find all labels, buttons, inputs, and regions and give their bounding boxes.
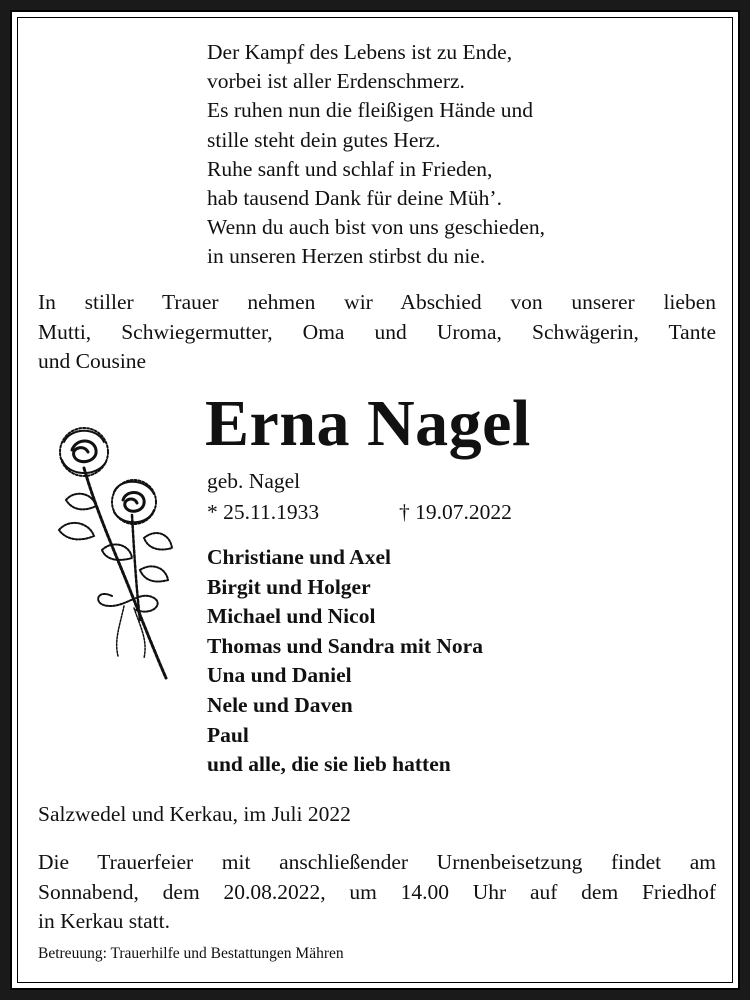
poem-line: vorbei ist aller Erdenschmerz. [207,69,465,94]
mourner-entry: Thomas und Sandra mit Nora [207,633,483,658]
mourner-entry: Michael und Nicol [207,604,376,629]
mourners-list [207,543,483,780]
death-date: † 19.07.2022 [399,500,512,524]
birth-date: * 25.11.1933 [207,500,320,524]
mourner-entry: Paul [207,722,249,747]
place-and-date: Salzwedel und Kerkau, im Juli 2022 [38,802,351,826]
intro-line: und Cousine [38,349,147,374]
deceased-name: Erna Nagel [205,387,531,460]
poem-line: in unseren Herzen stirbst du nie. [207,244,486,269]
funeral-line: Sonnabend, dem 20.08.2022, um 14.00 Uhr auf dem Friedhof [38,879,716,904]
poem-line: Wenn du auch bist von uns geschieden, [207,215,546,240]
funeral-info [38,848,716,937]
poem-line: Ruhe sanft und schlaf in Frieden, [207,156,493,181]
funeral-line: in Kerkau statt. [38,909,170,934]
poem [207,38,545,272]
funeral-care-credit: Betreuung: Trauerhilfe und Bestattungen Mähren [38,945,344,962]
intro-line: Mutti, Schwiegermutter, Oma und Uroma, Schwägerin, Tante [38,319,716,344]
poem-line: Der Kampf des Lebens ist zu Ende, [207,40,513,64]
rose-illustration-icon [44,420,174,685]
poem-line: hab tausend Dank für deine Müh’. [207,186,502,211]
mourner-entry: und alle, die sie lieb hatten [207,752,451,777]
mourner-entry: Birgit und Holger [207,574,371,599]
intro-line: In stiller Trauer nehmen wir Abschied von unserer lieben [38,290,716,314]
funeral-line: Die Trauerfeier mit anschließender Urnenbeisetzung findet am [38,850,716,874]
intro-text [38,288,716,377]
mourner-entry: Christiane und Axel [207,545,391,569]
birth-name: geb. Nagel [207,469,301,493]
poem-line: stille steht dein gutes Herz. [207,127,441,152]
obituary-notice [10,10,740,990]
mourner-entry: Nele und Daven [207,692,353,717]
poem-line: Es ruhen nun die fleißigen Hände und [207,98,533,123]
mourner-entry: Una und Daniel [207,663,352,688]
